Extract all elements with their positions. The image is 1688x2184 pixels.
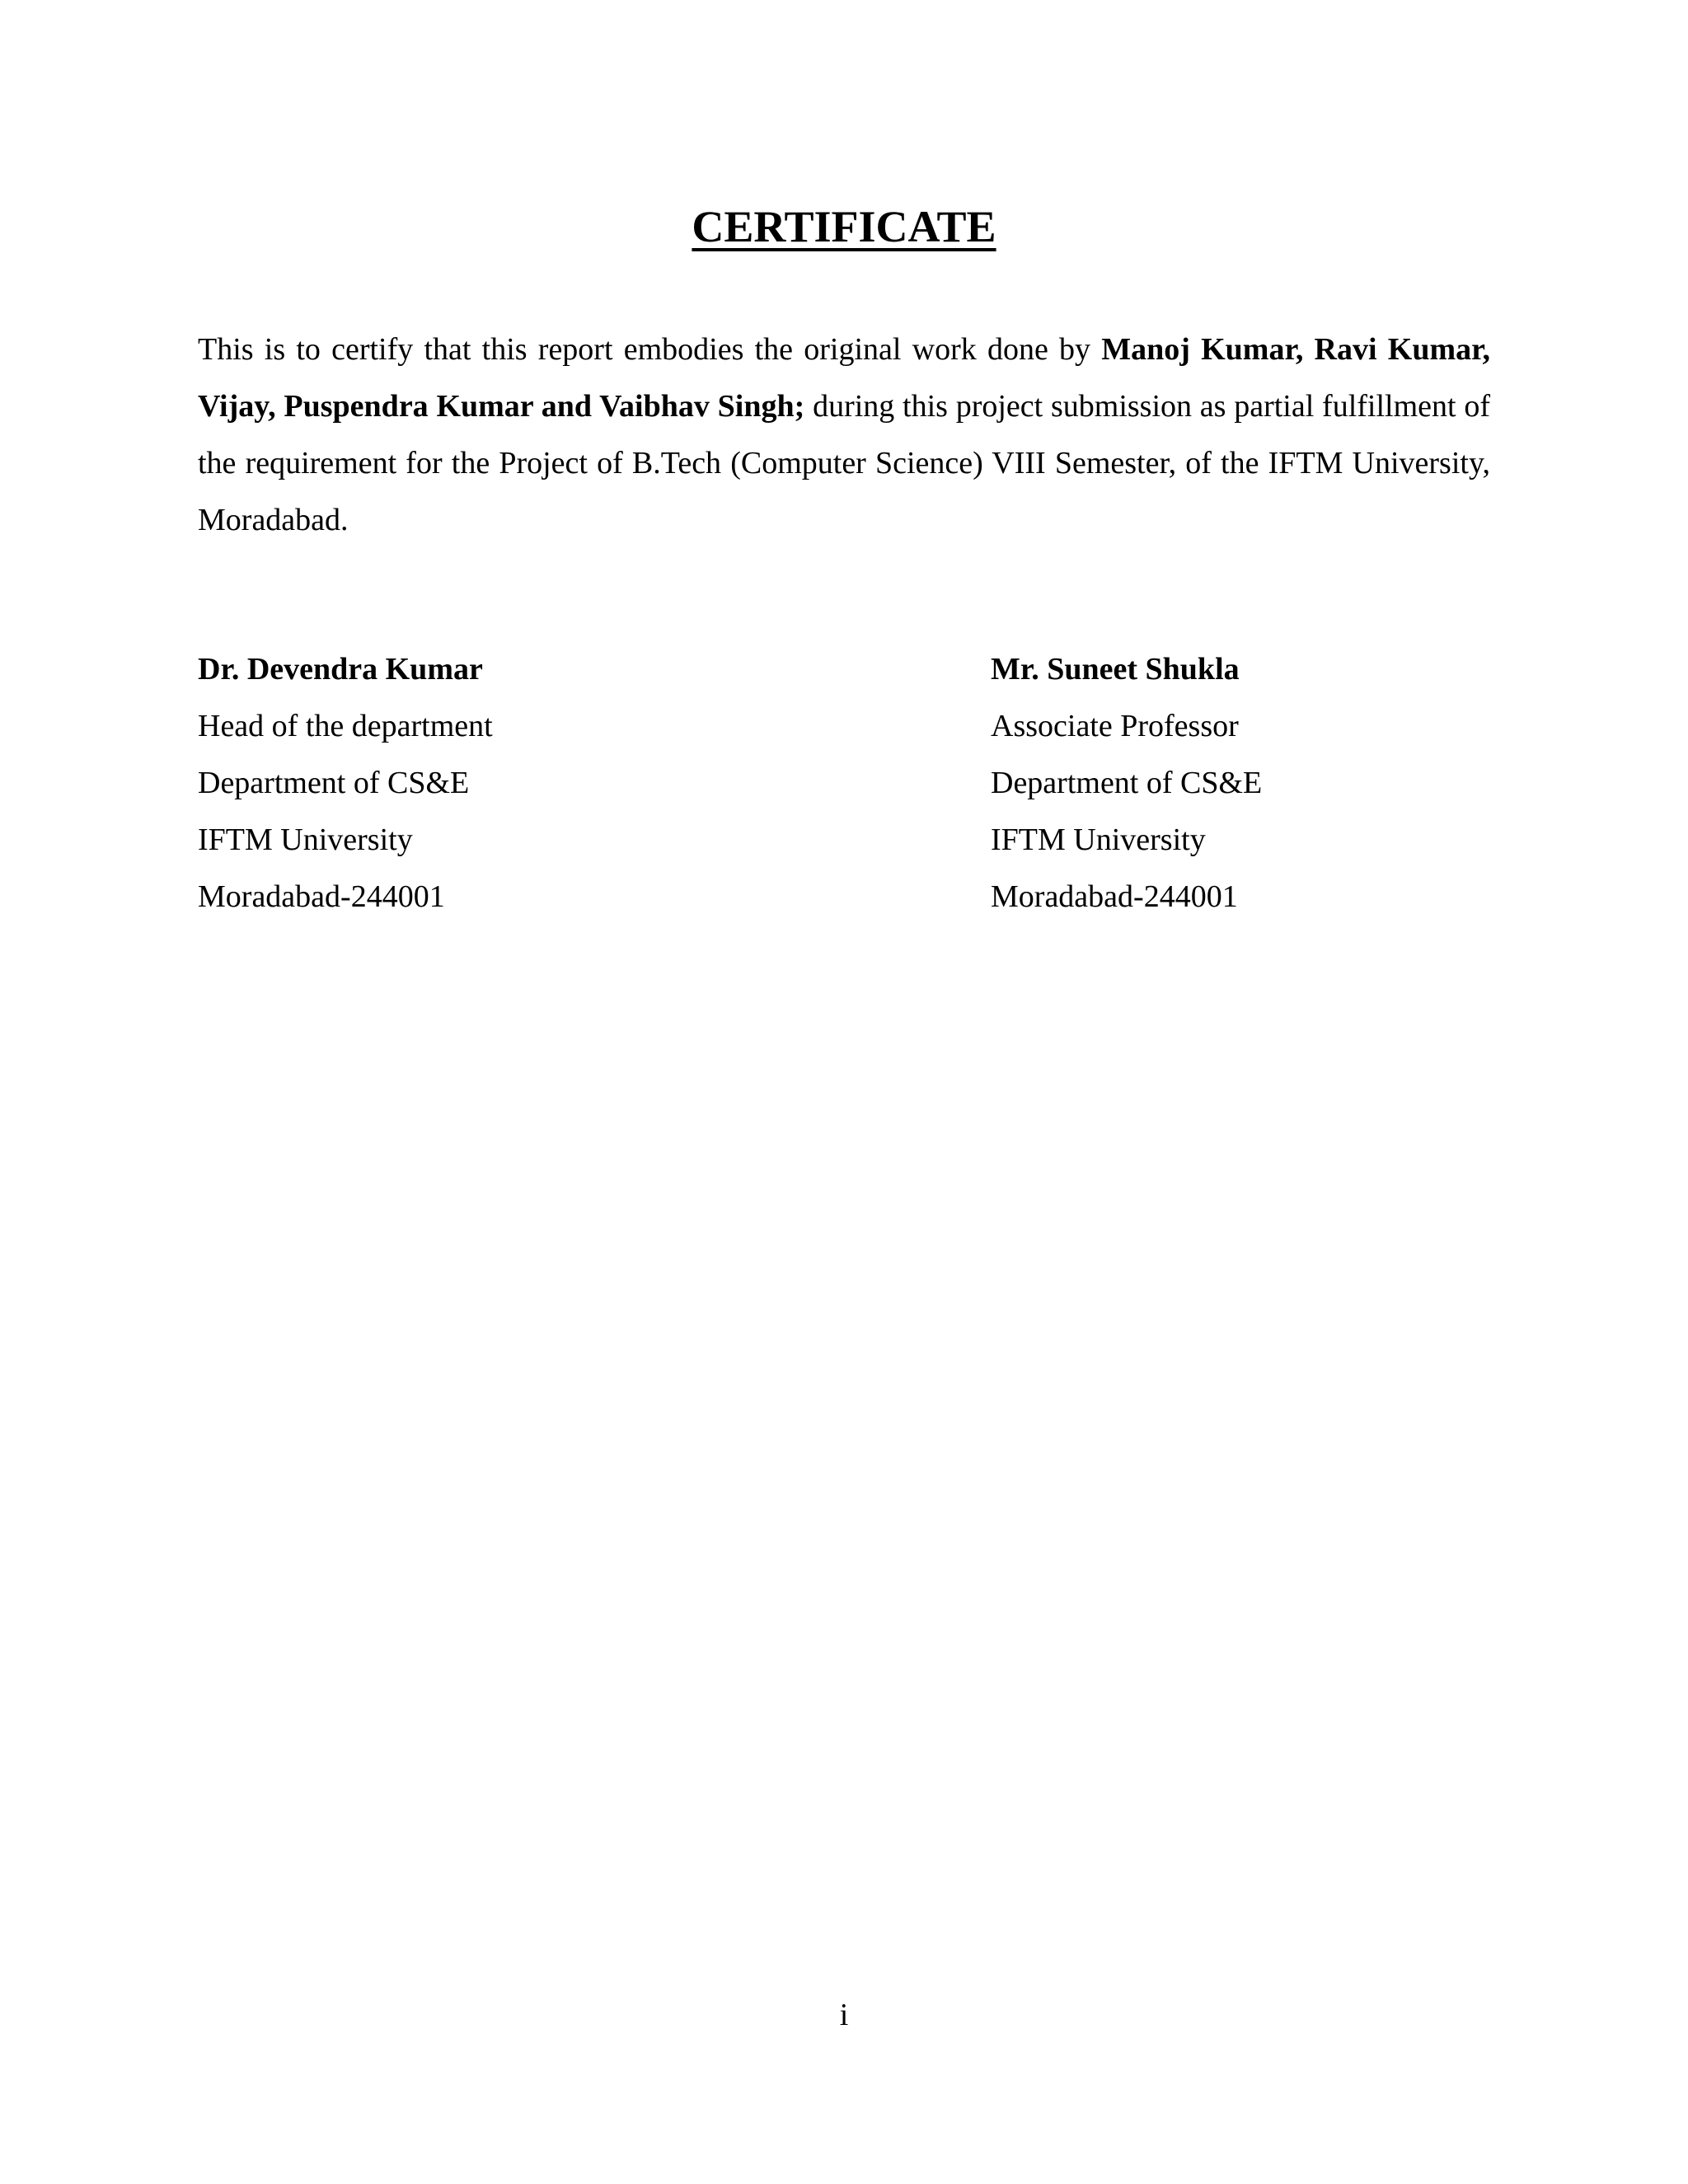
page-title: CERTIFICATE <box>692 202 996 251</box>
signatory-department: Department of CS&E <box>991 766 1263 800</box>
certificate-paragraph <box>198 321 1490 549</box>
student-names: Manoj Kumar, Ravi Kumar, Vijay, Puspendra Kumar and Vaibhav Singh; <box>198 332 1490 424</box>
paragraph-rest: during this project submission as partial fulfillment of the requirement for the Project of B.Tech (Computer Science) VIII Semester, of the IFTM University, Moradabad. <box>198 389 1491 537</box>
signatory-designation: Associate Professor <box>991 709 1239 743</box>
signatory-left <box>198 641 493 926</box>
signatory-department: Department of CS&E <box>198 766 470 800</box>
signatory-designation: Head of the department <box>198 709 493 743</box>
signatory-name: Mr. Suneet Shukla <box>991 652 1240 687</box>
signatory-name: Dr. Devendra Kumar <box>198 652 483 687</box>
page-number: i <box>839 1998 849 2032</box>
signatory-address: Moradabad-244001 <box>198 879 445 914</box>
signatory-address: Moradabad-244001 <box>991 879 1238 914</box>
signatory-institution: IFTM University <box>198 823 413 857</box>
signatory-right <box>991 641 1262 926</box>
signatory-institution: IFTM University <box>991 823 1206 857</box>
paragraph-intro: This is to certify that this report embodies the original work done by <box>198 332 1091 367</box>
